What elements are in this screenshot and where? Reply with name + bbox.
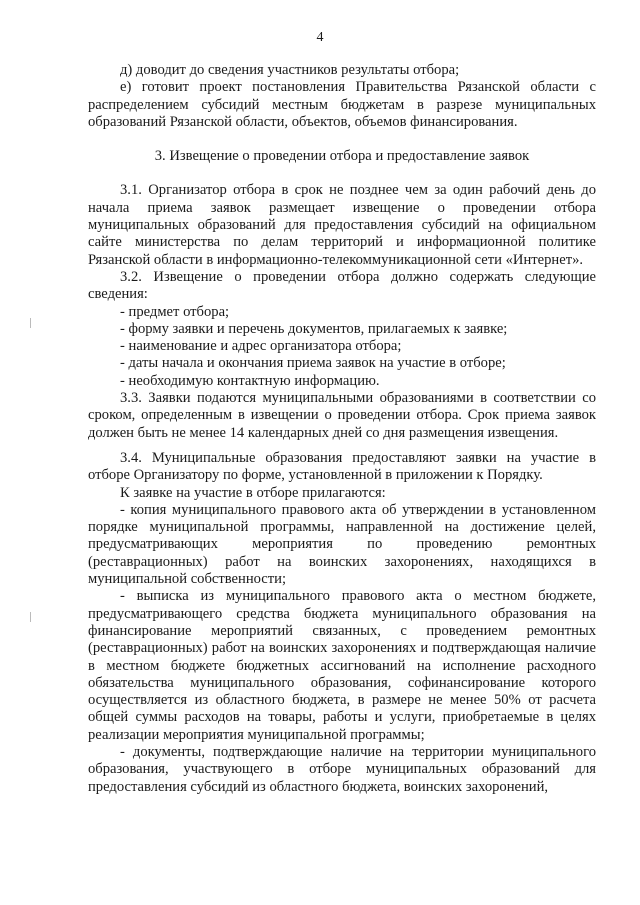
list-item: - предмет отбора; bbox=[120, 303, 230, 320]
section-heading: 3. Извещение о проведении отбора и предоставление заявок bbox=[154, 148, 530, 165]
attachment-item-extract: - выписка из муниципального правового акта о местном бюджете, предусматривающего средства бюджета муниципального образования на финансирование мероприятий связанных, с проведением ремонтных (реставрационных) работ на воинских захоронениях и подтверждающая наличие в местном бюджете бюджетных ассигнований на исполнение расходного обязательства муниципального образования, софинансирование которого осуществляется из областного бюджета, в размере не менее 50% от расчета общей суммы расходов на товары, работы и услуги, приобретаемые в целях реализации мероприятия муниципальной программы; bbox=[88, 588, 596, 743]
list-item: - необходимую контактную информацию. bbox=[120, 372, 380, 389]
paragraph-e: е) готовит проект постановления Правительства Рязанской области с распределением субсидий местным бюджетам в разрезе муниципальных образований Рязанской области, объектов, объемов финансирования. bbox=[88, 79, 596, 130]
paragraph-3-4: 3.4. Муниципальные образования предоставляют заявки на участие в отборе Организатору по форме, установленной в приложении к Порядку. bbox=[88, 449, 596, 484]
list-item: - форму заявки и перечень документов, прилагаемых к заявке; bbox=[120, 320, 508, 337]
list-item: - наименование и адрес организатора отбора; bbox=[120, 338, 402, 355]
list-item: - даты начала и окончания приема заявок на участие в отборе; bbox=[120, 355, 506, 372]
paragraph-3-2: 3.2. Извещение о проведении отбора должно содержать следующие сведения: bbox=[88, 268, 596, 303]
attachment-item-copy: - копия муниципального правового акта об утверждении в установленном порядке муниципальной программы, направленной на достижение целей, предусматривающих мероприятия по проведению ремонтных (реставрационных) работ на воинских захоронениях, находящихся в муниципальной собственности; bbox=[88, 501, 596, 588]
page-number: 4 bbox=[316, 30, 324, 45]
paragraph-d: д) доводит до сведения участников результаты отбора; bbox=[120, 62, 460, 78]
paragraph-attachments-intro: К заявке на участие в отборе прилагаются: bbox=[120, 484, 386, 501]
paragraph-3-1: 3.1. Организатор отбора в срок не позднее чем за один рабочий день до начала приема заявок размещает извещение о проведении отбора муниципальных образований для предоставления субсидий на официальном сайте министерства по делам территорий и информационной политике Рязанской области в информационно-телекоммуникационной сети «Интернет». bbox=[88, 182, 596, 268]
attachment-item-documents: - документы, подтверждающие наличие на территории муниципального образования, участвующего в отборе муниципальных образований для предоставления субсидий из областного бюджета, воинских захоронений, bbox=[88, 743, 596, 795]
margin-mark bbox=[30, 318, 31, 328]
paragraph-3-3: 3.3. Заявки подаются муниципальными образованиями в соответствии со сроком, определенным в извещении о проведении отбора. Срок приема заявок должен быть не менее 14 календарных дней со дня размещения извещения. bbox=[88, 390, 596, 441]
document-body bbox=[88, 62, 596, 796]
margin-mark bbox=[30, 612, 31, 622]
